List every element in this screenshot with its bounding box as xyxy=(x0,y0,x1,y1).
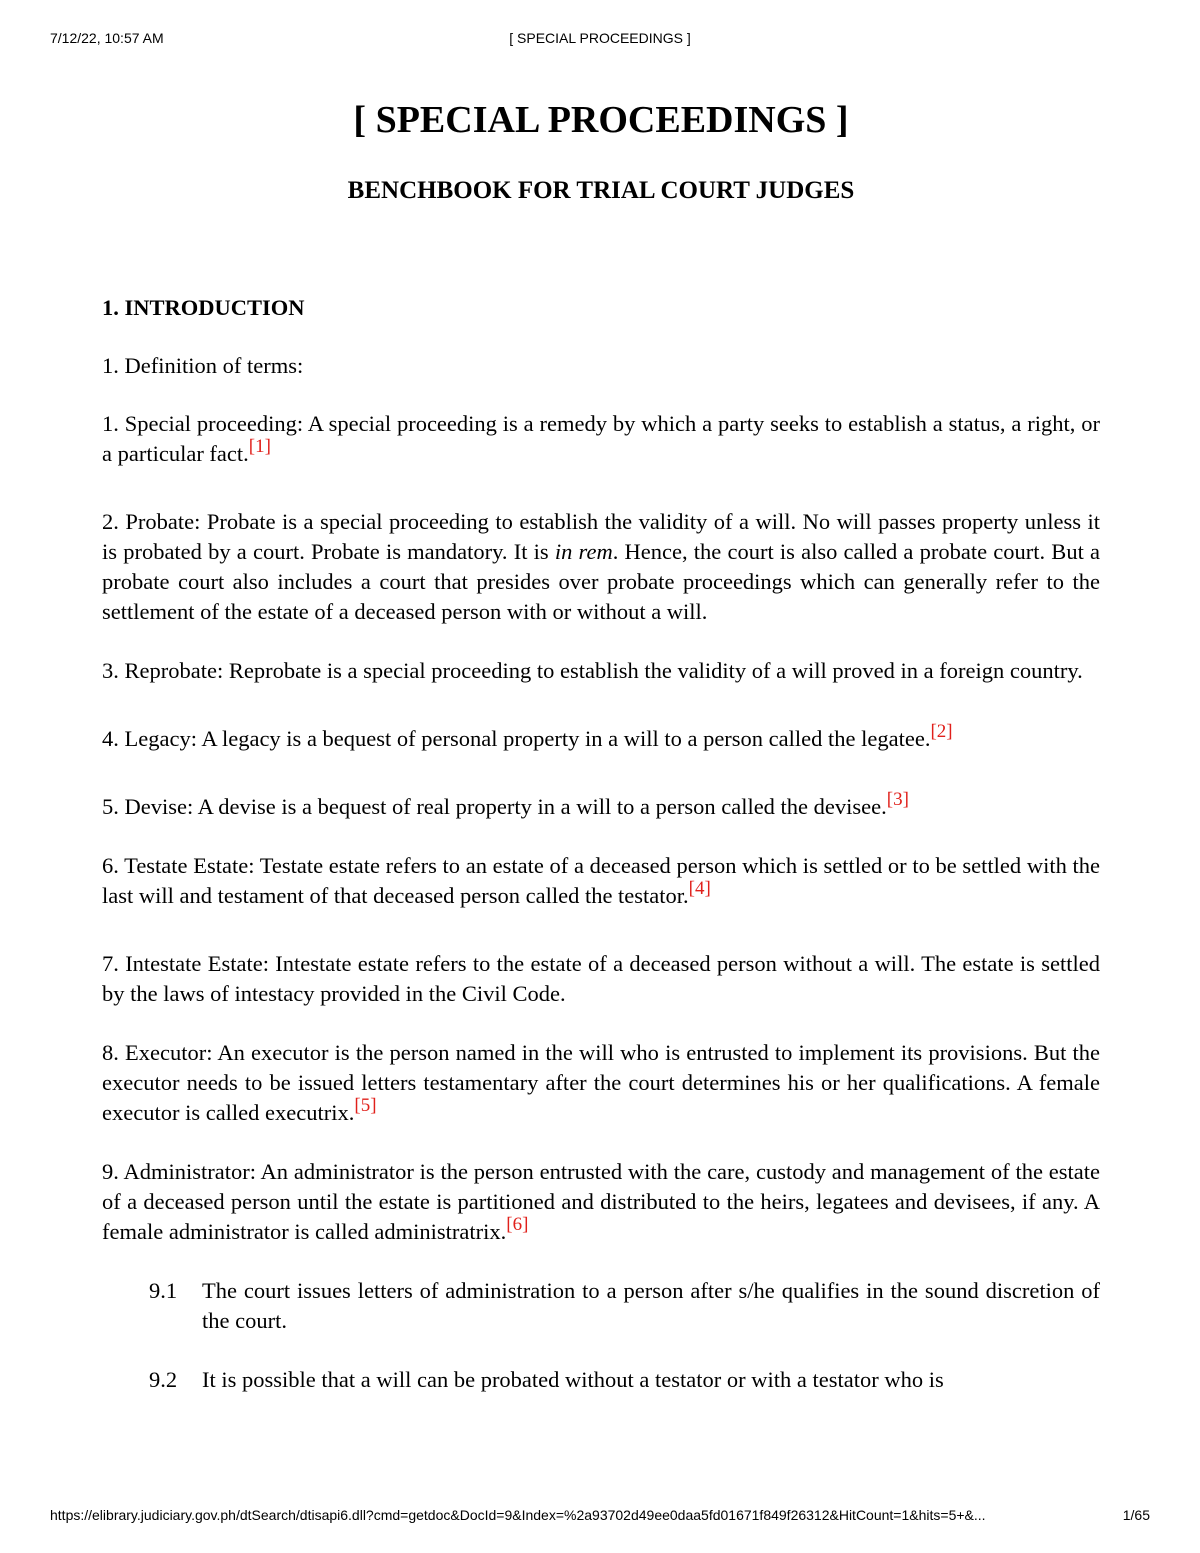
definition-text: 3. Reprobate: Reprobate is a special proceeding to establish the validity of a will proved in a foreign country. xyxy=(102,658,1083,683)
definition-item xyxy=(102,507,1100,627)
definition-item xyxy=(102,1157,1100,1247)
subitem-number: 9.2 xyxy=(149,1367,178,1392)
definitions-heading: 1. Definition of terms: xyxy=(102,353,304,378)
footnote-link[interactable]: [6] xyxy=(506,1214,529,1235)
latin-term: in rem xyxy=(554,539,613,564)
subitem-number: 9.1 xyxy=(149,1278,178,1303)
section-heading: 1. INTRODUCTION xyxy=(102,295,305,320)
definition-text: 1. Special proceeding: A special proceeding is a remedy by which a party seeks to establish a status, a right, or a particular fact. xyxy=(102,411,1100,466)
subitem xyxy=(149,1276,1100,1336)
definition-text: 9. Administrator: An administrator is the person entrusted with the care, custody and management of the estate of a deceased person until the estate is partitioned and distributed to the heirs, legatees and devisees, if any. A female administrator is called administratrix. xyxy=(102,1159,1100,1244)
definition-text: . Hence, the court is also called a probate court. But a probate court also includes a court that presides over probate proceedings which can generally refer to the settlement of the estate of a deceased person with or without a will. xyxy=(102,539,1100,624)
print-title: [ SPECIAL PROCEEDINGS ] xyxy=(509,30,691,46)
definition-text: 2. Probate: Probate is a special proceeding to establish the validity of a will. No will passes property unless it is probated by a court. Probate is mandatory. It is xyxy=(102,509,1100,564)
definition-text: 4. Legacy: A legacy is a bequest of personal property in a will to a person called the legatee. xyxy=(102,726,931,751)
page-title: [ SPECIAL PROCEEDINGS ] xyxy=(353,99,849,141)
definition-item xyxy=(102,851,1100,911)
page-number: 1/65 xyxy=(1122,1507,1150,1523)
footnote-link[interactable]: [1] xyxy=(248,436,271,457)
definition-text: 7. Intestate Estate: Intestate estate refers to the estate of a deceased person without a will. The estate is settled by the laws of intestacy provided in the Civil Code. xyxy=(102,951,1100,1006)
definition-item xyxy=(102,949,1100,1009)
definition-item xyxy=(102,789,1100,822)
footnote-link[interactable]: [2] xyxy=(930,721,953,742)
source-url: https://elibrary.judiciary.gov.ph/dtSearch/dtisapi6.dll?cmd=getdoc&DocId=9&Index=%2a93702d49ee0daa5fd01671f849f26312&HitCount=1&hits=5+&... xyxy=(50,1507,986,1523)
definition-text: 5. Devise: A devise is a bequest of real property in a will to a person called the devisee. xyxy=(102,794,887,819)
print-datetime: 7/12/22, 10:57 AM xyxy=(50,30,164,46)
footnote-link[interactable]: [3] xyxy=(886,789,909,810)
document-body xyxy=(102,96,1100,1395)
definition-text: 6. Testate Estate: Testate estate refers to an estate of a deceased person which is settled or to be settled with the last will and testament of that deceased person called the testator. xyxy=(102,853,1100,908)
definition-item xyxy=(102,1038,1100,1128)
subitem-text: The court issues letters of administration to a person after s/he qualifies in the sound discretion of the court. xyxy=(202,1278,1100,1333)
definition-item xyxy=(102,409,1100,469)
subitem xyxy=(149,1365,1100,1395)
definition-item xyxy=(102,721,1100,754)
subitem-text: It is possible that a will can be probated without a testator or with a testator who is xyxy=(202,1367,944,1392)
definition-text: 8. Executor: An executor is the person named in the will who is entrusted to implement its provisions. But the executor needs to be issued letters testamentary after the court determines his or her qualifications. A female executor is called executrix. xyxy=(102,1040,1100,1125)
definition-item xyxy=(102,656,1100,686)
footnote-link[interactable]: [4] xyxy=(688,878,711,899)
page-subtitle: BENCHBOOK FOR TRIAL COURT JUDGES xyxy=(347,177,855,204)
footnote-link[interactable]: [5] xyxy=(354,1095,377,1116)
